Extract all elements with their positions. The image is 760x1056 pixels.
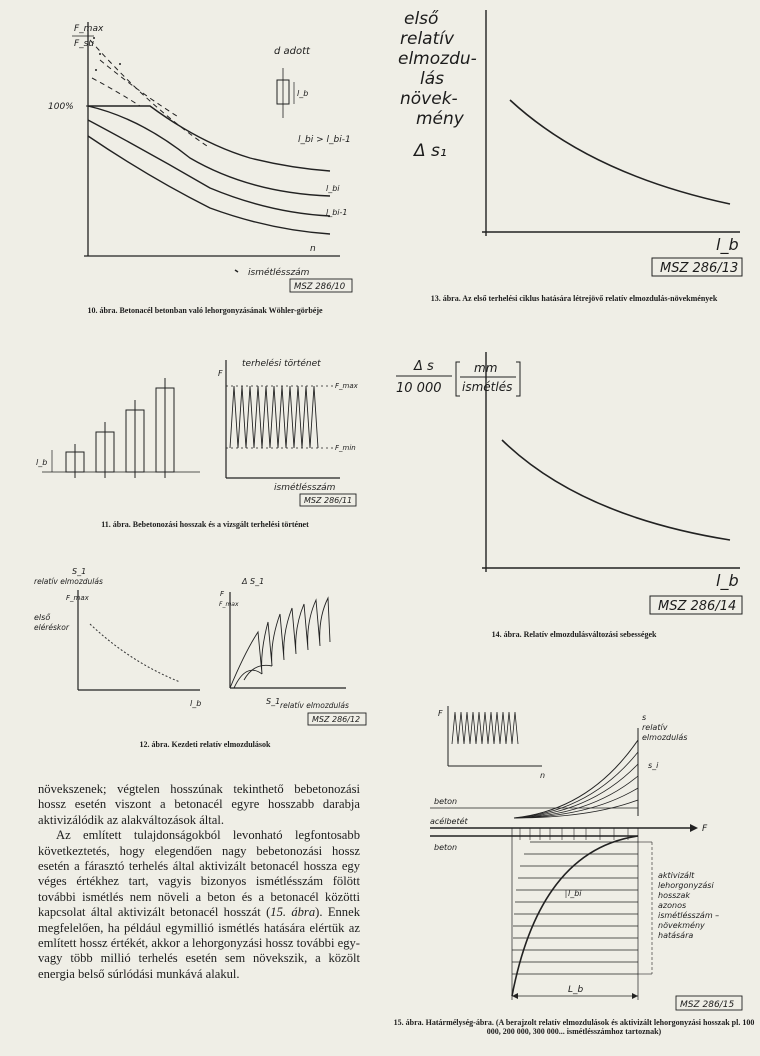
fig13-ylabel-line-1: első [404, 9, 439, 29]
fig10-dashed-curve-1 [90, 40, 210, 148]
fig15-note-6: növekmény [658, 921, 705, 930]
fig12-s1-axis: S_1 [266, 697, 281, 706]
fig12-rel-axis: relatív elmozdulás [280, 701, 349, 710]
fig13-ylabel-line-3: elmozdu- [398, 49, 477, 69]
fig14-den: 10 000 [396, 381, 442, 396]
fig10-ylabel-num: F_max [74, 24, 104, 34]
fig15-f: F [438, 709, 443, 718]
fig14-curve [502, 440, 730, 540]
fig11-history-title: terhelési történet [242, 359, 321, 369]
fig11-fmax: F_max [335, 382, 358, 390]
figure-12 [30, 562, 370, 732]
fig15-inset-history [452, 712, 518, 744]
fig15-rel2: elmozdulás [642, 733, 688, 742]
fig15-note-3: hosszak [658, 891, 691, 900]
figure-13-plot [390, 4, 760, 290]
fig10-x-label2: ismétlésszám [248, 268, 310, 278]
fig10-lb: l_b [297, 89, 309, 98]
body-text [38, 782, 360, 982]
fig12-msz: MSZ 286/12 [312, 715, 361, 724]
figure-13 [390, 4, 760, 290]
fig11-fmin: F_min [335, 444, 356, 452]
figure-15-plot [390, 700, 760, 1016]
fig14-lb: l_b [716, 571, 739, 590]
fig12-first-reach-2: eléréskor [34, 623, 69, 632]
caption-10: 10. ábra. Betonacél betonban való lehorgonyzásának Wöhler-görbéje [87, 306, 323, 315]
fig15-msz: MSZ 286/15 [680, 1000, 735, 1010]
fig10-curve-lbi1-label: l_bi-1 [326, 208, 348, 217]
fig14-unit-num: mm [474, 361, 498, 375]
fig10-x-label: n [310, 244, 316, 254]
fig11-msz: MSZ 286/11 [304, 496, 353, 505]
fig13-curve [510, 100, 730, 204]
figure-11-plot [30, 352, 370, 512]
fig13-ylabel-line-6: mény [416, 109, 464, 129]
body-p2-start: Az említett tulajdonságokból levonható legfontosabb következtetés, hogy elegendően nagy bebetonozási hossz esetén a fárasztó terhelés által aktivizált betonacél hossza egy véges értékhez tart, vagyis bizonyos ismétlésszám fölött további ismétlés nem növeli a beton és a betonacél közötti kapcsolat által aktivizált betonacél hosszát ( [38, 828, 360, 920]
fig11-x-label: ismétlésszám [274, 483, 336, 493]
fig15-n: n [540, 771, 546, 780]
fig11-lb: l_b [36, 458, 48, 467]
fig15-lbi: l_bi [568, 889, 582, 898]
figure-10 [30, 8, 370, 298]
fig15-beton-bottom: beton [434, 843, 458, 852]
figure-15 [390, 700, 760, 1016]
fig15-si: s_i [648, 761, 659, 770]
fig14-unit-den: ismétlés [462, 380, 513, 394]
fig12-fmax: F_max [66, 594, 89, 602]
fig12-rel: relatív elmozdulás [34, 577, 103, 586]
fig15-rel1: relatív [642, 723, 668, 732]
fig15-activated-lengths [512, 828, 638, 1000]
fig10-d-adott: d adott [274, 46, 310, 57]
fig12-hysteresis-loops [230, 598, 330, 688]
fig10-relation: l_bi > l_bi-1 [298, 135, 351, 145]
fig15-acelbetet: acélbetét [430, 817, 468, 826]
caption-14: 14. ábra. Relatív elmozdulásváltozási sebességek [491, 630, 657, 639]
fig12-fmax2: F_max [219, 601, 239, 608]
fig10-curve-4 [88, 136, 330, 234]
fig13-lb: l_b [716, 235, 739, 254]
fig15-top-ticks [520, 828, 628, 840]
caption-11: 11. ábra. Bebetonozási hosszak és a vizsgált terhelési történet [101, 520, 309, 529]
caption-15: 15. ábra. Határmélység-ábra. (A berajzolt relatív elmozdulások és aktivizált lehorgonyzási hosszak pl. 100 000, 200 000, 300 000... ismétlésszámhoz tartoznak) [393, 1018, 755, 1036]
fig15-lb: L_b [568, 985, 584, 995]
figure-10-plot [30, 8, 370, 298]
fig10-msz: MSZ 286/10 [294, 282, 346, 292]
fig14-num: Δ s [414, 359, 434, 374]
fig15-beton-top: beton [434, 797, 458, 806]
caption-13: 13. ábra. Az első terhelési ciklus hatására létrejövő relatív elmozdulás-növekmények [430, 294, 718, 303]
body-p2-figure-ref: 15. ábra [270, 905, 316, 920]
fig10-ylabel-den: F_su [74, 39, 95, 49]
fig11-f: F [218, 369, 223, 378]
fig15-f-arrow: F [702, 824, 708, 834]
fig10-curve-1 [88, 106, 330, 171]
figure-14-plot [390, 340, 760, 630]
fig15-note-1: aktivizált [658, 871, 695, 880]
fig13-ylabel-line-5: növek- [400, 89, 458, 109]
fig15-note-7: hatására [658, 931, 694, 940]
fig13-ylabel-line-2: relatív [400, 29, 455, 49]
fig12-f: F [220, 590, 225, 598]
fig15-note-2: lehorgonyzási [658, 881, 714, 890]
fig13-ylabel [398, 9, 477, 161]
body-paragraph-2 [38, 828, 360, 982]
fig15-note-5: ismétlésszám – [658, 911, 720, 920]
fig12-s1: S_1 [72, 567, 87, 576]
body-p2-end: ). Ennek megfelelően, ha például egymillió ismétlés hatására elértük az említett hossz értékét, akkor a lehorgonyzási hossz további egy- vagy több millió terhelés esetén sem növekszik, a közölt energia belső súrlódási munkává alakul. [38, 905, 360, 981]
fig11-specimens [66, 378, 174, 478]
fig11-load-history [230, 386, 318, 448]
fig10-dashed-curve-3 [92, 78, 140, 106]
fig12-ds1: Δ S_1 [242, 577, 265, 586]
caption-12: 12. ábra. Kezdeti relatív elmozdulások [139, 740, 271, 749]
fig12-lb: l_b [190, 699, 202, 708]
fig13-ylabel-line-4: lás [420, 69, 444, 89]
fig15-s: s [642, 713, 647, 722]
fig13-msz: MSZ 286/13 [660, 261, 739, 276]
fig10-100-label: 100% [48, 102, 74, 112]
fig14-msz: MSZ 286/14 [658, 599, 737, 614]
fig10-curve-lbi [88, 106, 330, 196]
fig15-note-4: azonos [658, 901, 687, 910]
figure-11 [30, 352, 370, 512]
fig10-curve-lbi-label: l_bi [326, 184, 340, 193]
fig15-note [658, 871, 719, 940]
figure-12-plot [30, 562, 370, 732]
fig12-left-curve [90, 624, 180, 682]
fig12-first-reach-1: első [34, 613, 51, 622]
fig13-ds1: Δ s₁ [414, 141, 447, 161]
body-paragraph-1: növekszenek; végtelen hosszúnak tekinthető bebetonozási hossz esetén viszont a betonacél egyre hosszabb darabja aktivizálódik az alakváltozások által. [38, 782, 360, 827]
fig15-limit-curve [512, 836, 638, 996]
figure-14 [390, 340, 760, 630]
